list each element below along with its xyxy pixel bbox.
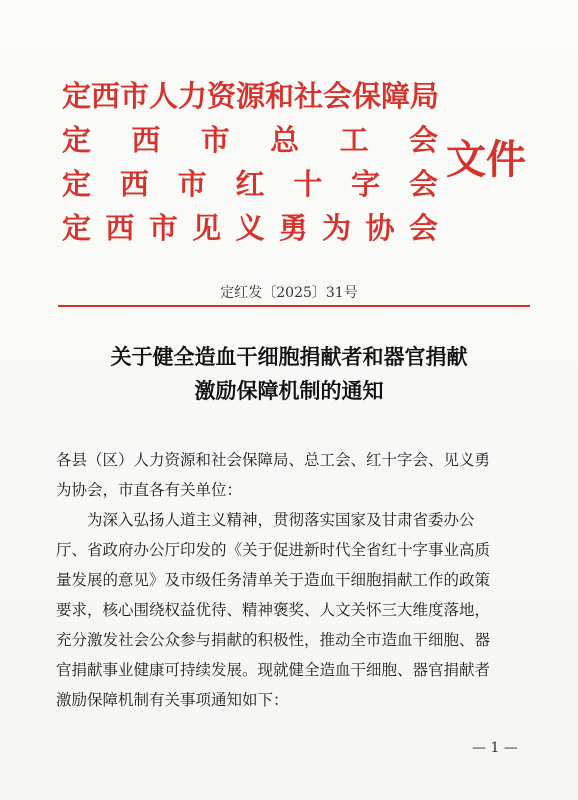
agency-char: 定: [62, 211, 92, 245]
agency-char: 市: [148, 211, 178, 245]
title-line: 关于健全造血干细胞捐献者和器官捐献: [110, 345, 468, 369]
body-line: 厅、省政府办公厅印发的《关于促进新时代全省红十字事业高质: [56, 541, 491, 559]
agency-char: 勇: [278, 211, 308, 245]
document-body: [56, 445, 534, 715]
agency-char: 见: [192, 211, 222, 245]
body-line: 量发展的意见》及市级任务清单关于造血干细胞捐献工作的政策: [56, 571, 491, 589]
agency-char: 会: [408, 211, 438, 245]
document-title: [40, 340, 538, 408]
agency-char: 义: [235, 211, 265, 245]
agency-char: 西: [119, 167, 149, 201]
agency-char: 红: [235, 167, 265, 201]
agency-char: 十: [293, 167, 323, 201]
body-line: 为深入弘扬人道主义精神，贯彻落实国家及甘肃省委办公: [56, 511, 475, 529]
agency-char: 为: [322, 211, 352, 245]
agency-char: 总: [270, 123, 300, 157]
agency-char: 定: [62, 123, 92, 157]
body-line: 要求，核心围绕权益优待、精神褒奖、人文关怀三大维度落地，: [56, 601, 491, 619]
issuing-agencies: [62, 74, 442, 250]
body-line: 充分激发社会公众参与捐献的积极性，推动全市造血干细胞、器: [56, 631, 491, 649]
agency-char: 会: [408, 123, 438, 157]
agency-char: 西: [105, 211, 135, 245]
agency-char: 西: [131, 123, 161, 157]
body-line: 为协会，市直各有关单位：: [56, 481, 243, 499]
agency-brave-association: [62, 206, 438, 250]
agency-char: 会: [408, 167, 438, 201]
body-line: 各县（区）人力资源和社会保障局、总工会、红十字会、见义勇: [56, 451, 491, 469]
document-number: 定红发〔2025〕31号: [220, 285, 358, 301]
agency-char: 市: [200, 123, 230, 157]
agency-char: 工: [339, 123, 369, 157]
agency-hrss: 定西市人力资源和社会保障局: [62, 79, 440, 113]
document-suffix: 文件: [446, 136, 526, 183]
body-line: 官捐献事业健康可持续发展。现就健全造血干细胞、器官捐献者: [56, 661, 491, 679]
title-line: 激励保障机制的通知: [194, 379, 384, 403]
agency-char: 协: [365, 211, 395, 245]
page-number: — 1 —: [472, 740, 518, 756]
agency-char: 定: [62, 167, 92, 201]
body-line: 激励保障机制有关事项通知如下：: [56, 691, 289, 709]
agency-red-cross: [62, 162, 438, 206]
red-divider-line: [58, 305, 530, 307]
agency-char: 市: [177, 167, 207, 201]
agency-union: [62, 118, 438, 162]
agency-char: 字: [351, 167, 381, 201]
